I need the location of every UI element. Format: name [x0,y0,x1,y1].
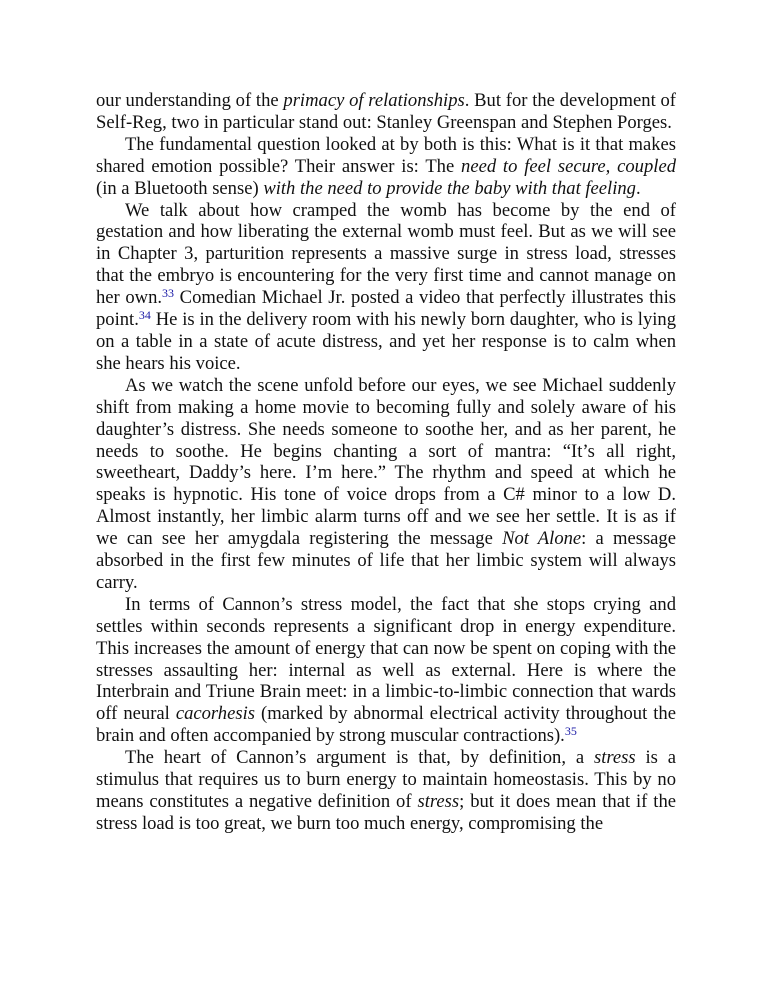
paragraph-text: Comedian Michael Jr. posted a video that perfectly illustrates this point. [96,287,676,331]
paragraph-text: . [635,177,641,199]
paragraph-text: We talk about how cramped the womb has become by the end of gestation and how liberating the external womb must feel. But as we will see in Chapter 3, parturition represents a massive surge in stress load, stresses that the embryo is encountering for the very first time and cannot manage on her own. [96,199,676,309]
footnote-reference[interactable]: 34 [138,308,151,323]
body-paragraph [96,90,676,134]
italic-text: with the need to provide the baby with that feeling [263,177,636,199]
paragraph-text: In terms of Cannon’s stress model, the fact that she stops crying and settles within seconds represents a significant drop in energy expenditure. This increases the amount of energy that can now be spent on coping with the stresses assaulting her: internal as well as external. Here is where the Interbrain and Triune Brain meet: in a limbic-to-limbic connection that wards off neural [96,593,676,725]
paragraph-text: ; but it does mean that if the stress load is too great, we burn too much energy, compromising the [96,791,676,834]
paragraph-text: . But for the development of Self-Reg, two in particular stand out: Stanley Greenspan and Stephen Porges. [96,90,676,133]
paragraph-text: (marked by abnormal electrical activity throughout the brain and often accompanied by strong muscular contractions). [96,703,676,747]
body-paragraph [96,375,676,594]
footnote-reference[interactable]: 35 [564,724,577,739]
body-paragraph [96,747,676,835]
italic-text: stress [593,747,636,769]
paragraph-text: He is in the delivery room with his newly born daughter, who is lying on a table in a state of acute distress, and yet her response is to calm when she hears his voice. [96,309,676,374]
body-paragraph [96,134,676,200]
italic-text: primacy of relationships [283,90,465,111]
paragraph-text: As we watch the scene unfold before our eyes, we see Michael suddenly shift from making a home movie to becoming fully and solely aware of his daughter’s distress. She needs someone to soothe her, and as her parent, he needs to soothe. He begins chanting a sort of mantra: “It’s all right, sweetheart, Daddy’s here. I’m here.” The rhythm and speed at which he speaks is hypnotic. His tone of voice drops from a C# minor to a low D. Almost instantly, her limbic alarm turns off and we see her settle. It is as if we can see her amygdala registering the message [96,374,676,550]
italic-text: stress [417,791,460,812]
paragraph-text: The heart of Cannon’s argument is that, by definition, a [125,747,594,769]
document-page [96,90,676,835]
body-paragraph [96,594,676,747]
footnote-reference[interactable]: 33 [162,286,175,301]
body-paragraph [96,200,676,375]
paragraph-text: our understanding of the [96,90,284,111]
paragraph-text: : a message absorbed in the first few minutes of life that her limbic system will always carry. [96,528,676,593]
paragraph-text: (in a Bluetooth sense) [96,177,264,199]
paragraph-text: is a stimulus that requires us to burn energy to maintain homeostasis. This by no means constitutes a negative definition of [96,747,677,812]
italic-text: cacorhesis [175,703,255,725]
paragraph-text: The fundamental question looked at by both is this: What is it that makes shared emotion possible? Their answer is: The [96,133,676,177]
italic-text: need to feel secure, coupled [461,155,676,177]
italic-text: Not Alone [502,528,582,550]
